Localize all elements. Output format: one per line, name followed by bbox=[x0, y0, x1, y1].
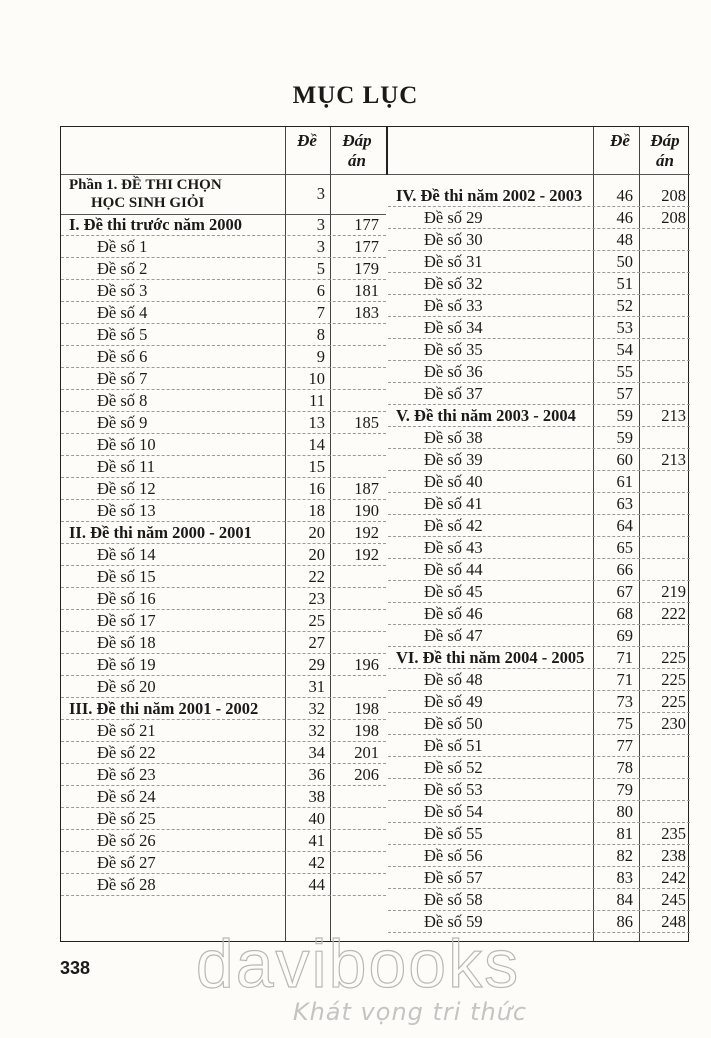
entry-label: Đề số 56 bbox=[424, 846, 483, 865]
entry-de-page: 53 bbox=[616, 318, 633, 337]
entry-label: Đề số 1 bbox=[97, 237, 148, 256]
entry-de-page: 75 bbox=[616, 714, 633, 733]
entry-dap-an-page: 219 bbox=[661, 582, 686, 601]
part-heading-line2: HỌC SINH GIỎI bbox=[91, 195, 205, 211]
entry-de-page: 9 bbox=[316, 347, 325, 366]
entry-dap-an-page: 196 bbox=[354, 655, 379, 674]
entry-label: Đề số 59 bbox=[424, 912, 483, 931]
entry-dap-an-page: 225 bbox=[661, 670, 686, 689]
entry-de-page: 3 bbox=[316, 215, 325, 234]
toc-entry-row bbox=[61, 390, 386, 412]
toc-entry-row bbox=[388, 735, 690, 757]
entry-de-page: 16 bbox=[308, 479, 325, 498]
entry-de-page: 44 bbox=[308, 875, 325, 894]
entry-label: III. Đề thi năm 2001 - 2002 bbox=[69, 699, 259, 718]
toc-left-column bbox=[61, 127, 386, 894]
entry-dap-an-page bbox=[638, 801, 686, 823]
entry-de-page: 66 bbox=[616, 560, 633, 579]
entry-de-page: 82 bbox=[616, 846, 633, 865]
toc-entry-row bbox=[388, 207, 690, 229]
toc-entry-row bbox=[388, 471, 690, 493]
toc-entry-row bbox=[388, 559, 690, 581]
toc-entry-row bbox=[388, 383, 690, 405]
entry-de-page: 31 bbox=[308, 677, 325, 696]
toc-entry-row bbox=[61, 280, 386, 302]
entry-dap-an-page bbox=[329, 434, 379, 456]
entry-dap-an-page bbox=[329, 830, 379, 852]
entry-label: Đề số 30 bbox=[424, 230, 483, 249]
toc-entry-row bbox=[388, 273, 690, 295]
entry-de-page: 40 bbox=[308, 809, 325, 828]
entry-label: Đề số 26 bbox=[97, 831, 156, 850]
section-row bbox=[61, 522, 386, 544]
toc-entry-row bbox=[388, 823, 690, 845]
entry-label: Đề số 21 bbox=[97, 721, 156, 740]
entry-dap-an-page bbox=[329, 566, 379, 588]
entry-label: Đề số 43 bbox=[424, 538, 483, 557]
entry-de-page: 48 bbox=[616, 230, 633, 249]
watermark-slogan: Khát vọng tri thức bbox=[292, 998, 528, 1026]
entry-dap-an-page: 198 bbox=[354, 699, 379, 718]
entry-label: Đề số 16 bbox=[97, 589, 156, 608]
toc-entry-row bbox=[388, 801, 690, 823]
toc-entry-row bbox=[61, 676, 386, 698]
entry-label: Đề số 14 bbox=[97, 545, 156, 564]
entry-de-page: 41 bbox=[308, 831, 325, 850]
entry-label: Đề số 45 bbox=[424, 582, 483, 601]
toc-entry-row bbox=[388, 581, 690, 603]
entry-de-page: 59 bbox=[616, 406, 633, 425]
toc-entry-row bbox=[388, 845, 690, 867]
header-dap-line1: Đáp bbox=[342, 131, 372, 150]
entry-dap-an-page bbox=[329, 874, 379, 896]
entry-de-page: 86 bbox=[616, 912, 633, 931]
entry-dap-an-page bbox=[329, 456, 379, 478]
entry-de-page: 55 bbox=[616, 362, 633, 381]
part-heading-line1: Phần 1. ĐỀ THI CHỌN bbox=[69, 177, 222, 193]
entry-label: Đề số 7 bbox=[97, 369, 148, 388]
header-dap-an bbox=[640, 131, 690, 171]
toc-entry-row bbox=[61, 346, 386, 368]
entry-label: Đề số 27 bbox=[97, 853, 156, 872]
entry-de-page: 29 bbox=[308, 655, 325, 674]
entry-label: Đề số 46 bbox=[424, 604, 483, 623]
entry-label: Đề số 52 bbox=[424, 758, 483, 777]
entry-label: Đề số 9 bbox=[97, 413, 148, 432]
watermark-logo: davibooks bbox=[195, 926, 521, 1002]
section-row bbox=[388, 185, 690, 207]
entry-label: Đề số 39 bbox=[424, 450, 483, 469]
entry-label: Đề số 50 bbox=[424, 714, 483, 733]
entry-de-page: 78 bbox=[616, 758, 633, 777]
entry-dap-an-page: 248 bbox=[661, 912, 686, 931]
entry-label: Đề số 17 bbox=[97, 611, 156, 630]
entry-label: Đề số 6 bbox=[97, 347, 148, 366]
entry-dap-an-page bbox=[638, 625, 686, 647]
entry-de-page: 64 bbox=[616, 516, 633, 535]
entry-label: VI. Đề thi năm 2004 - 2005 bbox=[396, 648, 585, 667]
entry-label: Đề số 48 bbox=[424, 670, 483, 689]
entry-label: Đề số 8 bbox=[97, 391, 148, 410]
entry-label: Đề số 44 bbox=[424, 560, 483, 579]
toc-entry-row bbox=[388, 339, 690, 361]
entry-dap-an-page bbox=[638, 251, 686, 273]
entry-dap-an-page: 242 bbox=[661, 868, 686, 887]
entry-de-page: 80 bbox=[616, 802, 633, 821]
entry-label: IV. Đề thi năm 2002 - 2003 bbox=[396, 186, 583, 205]
entry-label: Đề số 25 bbox=[97, 809, 156, 828]
entry-dap-an-page bbox=[638, 427, 686, 449]
toc-entry-row bbox=[388, 361, 690, 383]
entry-label: Đề số 34 bbox=[424, 318, 483, 337]
entry-de-page: 32 bbox=[308, 699, 325, 718]
entry-de-page: 68 bbox=[616, 604, 633, 623]
entry-dap-an-page bbox=[638, 471, 686, 493]
entry-de-page: 67 bbox=[616, 582, 633, 601]
entry-de-page: 22 bbox=[308, 567, 325, 586]
entry-dap-an-page bbox=[638, 735, 686, 757]
entry-de-page: 81 bbox=[616, 824, 633, 843]
entry-de-page: 25 bbox=[308, 611, 325, 630]
toc-entry-row bbox=[388, 603, 690, 625]
entry-label: Đề số 57 bbox=[424, 868, 483, 887]
header-dap-line2: án bbox=[348, 151, 366, 170]
toc-entry-row bbox=[61, 830, 386, 852]
entry-de-page: 50 bbox=[616, 252, 633, 271]
entry-de-page: 83 bbox=[616, 868, 633, 887]
toc-entry-row bbox=[388, 713, 690, 735]
entry-dap-an-page bbox=[329, 390, 379, 412]
entry-label: Đề số 4 bbox=[97, 303, 148, 322]
entry-dap-an-page bbox=[329, 786, 379, 808]
entry-label: Đề số 12 bbox=[97, 479, 156, 498]
entry-label: Đề số 35 bbox=[424, 340, 483, 359]
toc-entry-row bbox=[61, 544, 386, 566]
toc-entry-row bbox=[61, 324, 386, 346]
toc-entry-row bbox=[61, 764, 386, 786]
entry-dap-an-page bbox=[329, 368, 379, 390]
entry-label: Đề số 2 bbox=[97, 259, 148, 278]
entry-dap-an-page: 177 bbox=[354, 237, 379, 256]
toc-entry-row bbox=[388, 669, 690, 691]
entry-label: Đề số 31 bbox=[424, 252, 483, 271]
entry-label: Đề số 3 bbox=[97, 281, 148, 300]
toc-entry-row bbox=[388, 889, 690, 911]
entry-de-page: 23 bbox=[308, 589, 325, 608]
entry-dap-an-page: 198 bbox=[354, 721, 379, 740]
entry-dap-an-page: 192 bbox=[354, 545, 379, 564]
entry-de-page: 60 bbox=[616, 450, 633, 469]
toc-entry-row bbox=[61, 478, 386, 500]
section-row bbox=[388, 405, 690, 427]
entry-dap-an-page bbox=[638, 537, 686, 559]
entry-dap-an-page bbox=[638, 229, 686, 251]
entry-dap-an-page: 190 bbox=[354, 501, 379, 520]
toc-entry-row bbox=[388, 251, 690, 273]
entry-label: Đề số 49 bbox=[424, 692, 483, 711]
entry-label: Đề số 37 bbox=[424, 384, 483, 403]
entry-label: Đề số 10 bbox=[97, 435, 156, 454]
toc-entry-row bbox=[388, 229, 690, 251]
section-row bbox=[61, 698, 386, 720]
entry-de-page: 77 bbox=[616, 736, 633, 755]
entry-dap-an-page: 208 bbox=[661, 186, 686, 205]
entry-de-page: 36 bbox=[308, 765, 325, 784]
entry-de-page: 57 bbox=[616, 384, 633, 403]
toc-header-right bbox=[388, 127, 690, 175]
toc-entry-row bbox=[61, 412, 386, 434]
toc-entry-row bbox=[388, 625, 690, 647]
entry-dap-an-page bbox=[329, 346, 379, 368]
entry-label: Đề số 32 bbox=[424, 274, 483, 293]
section-row bbox=[61, 214, 386, 236]
toc-entry-row bbox=[61, 456, 386, 478]
entry-de-page: 3 bbox=[316, 237, 325, 256]
entry-label: Đề số 38 bbox=[424, 428, 483, 447]
entry-de-page: 71 bbox=[616, 648, 633, 667]
entry-label: Đề số 13 bbox=[97, 501, 156, 520]
entry-dap-an-page bbox=[638, 273, 686, 295]
toc-entry-row bbox=[388, 515, 690, 537]
toc-entry-row bbox=[61, 434, 386, 456]
toc-entry-row bbox=[61, 786, 386, 808]
toc-entry-row bbox=[61, 654, 386, 676]
entry-label: Đề số 51 bbox=[424, 736, 483, 755]
entry-de-page: 6 bbox=[316, 281, 325, 300]
header-dap-line1: Đáp bbox=[650, 131, 680, 150]
entry-de-page: 14 bbox=[308, 435, 325, 454]
header-de: Đề bbox=[610, 131, 630, 150]
entry-dap-an-page: 230 bbox=[661, 714, 686, 733]
toc-entry-row bbox=[61, 500, 386, 522]
entry-dap-an-page bbox=[329, 852, 379, 874]
entry-label: Đề số 41 bbox=[424, 494, 483, 513]
entry-label: Đề số 40 bbox=[424, 472, 483, 491]
entry-de-page: 15 bbox=[308, 457, 325, 476]
entry-dap-an-page: 225 bbox=[661, 648, 686, 667]
toc-entry-row bbox=[61, 874, 386, 896]
entry-dap-an-page: 235 bbox=[661, 824, 686, 843]
entry-de-page: 54 bbox=[616, 340, 633, 359]
entry-de-page: 7 bbox=[316, 303, 325, 322]
entry-dap-an-page: 245 bbox=[661, 890, 686, 909]
entry-dap-an-page bbox=[638, 361, 686, 383]
entry-de-page: 34 bbox=[308, 743, 325, 762]
entry-dap-an-page: 177 bbox=[354, 215, 379, 234]
entry-dap-an-page bbox=[638, 317, 686, 339]
entry-label: Đề số 11 bbox=[97, 457, 156, 476]
entry-de-page: 46 bbox=[616, 208, 633, 227]
toc-entry-row bbox=[61, 742, 386, 764]
part-heading-de: 3 bbox=[316, 184, 325, 203]
toc-entry-row bbox=[388, 867, 690, 889]
entry-dap-an-page: 213 bbox=[661, 450, 686, 469]
toc-right-column bbox=[386, 127, 690, 931]
entry-de-page: 71 bbox=[616, 670, 633, 689]
entry-dap-an-page: 238 bbox=[661, 846, 686, 865]
entry-dap-an-page bbox=[638, 493, 686, 515]
toc-entry-row bbox=[388, 757, 690, 779]
page-number: 338 bbox=[60, 958, 91, 978]
entry-dap-an-page: 201 bbox=[354, 743, 379, 762]
entry-de-page: 59 bbox=[616, 428, 633, 447]
toc-entry-row bbox=[388, 317, 690, 339]
toc-entry-row bbox=[61, 588, 386, 610]
table-of-contents bbox=[60, 126, 689, 942]
entry-dap-an-page: 187 bbox=[354, 479, 379, 498]
entry-dap-an-page bbox=[329, 610, 379, 632]
entry-label: Đề số 53 bbox=[424, 780, 483, 799]
toc-entry-row bbox=[61, 852, 386, 874]
entry-label: Đề số 33 bbox=[424, 296, 483, 315]
entry-dap-an-page: 206 bbox=[354, 765, 379, 784]
entry-dap-an-page bbox=[638, 757, 686, 779]
entry-dap-an-page bbox=[329, 588, 379, 610]
entry-de-page: 65 bbox=[616, 538, 633, 557]
toc-entry-row bbox=[388, 493, 690, 515]
toc-entry-row bbox=[61, 302, 386, 324]
entry-dap-an-page bbox=[638, 383, 686, 405]
toc-entry-row bbox=[388, 691, 690, 713]
entry-dap-an-page bbox=[329, 324, 379, 346]
entry-label: Đề số 24 bbox=[97, 787, 156, 806]
entry-de-page: 13 bbox=[308, 413, 325, 432]
entry-label: Đề số 29 bbox=[424, 208, 483, 227]
entry-label: Đề số 28 bbox=[97, 875, 156, 894]
entry-de-page: 73 bbox=[616, 692, 633, 711]
entry-de-page: 46 bbox=[616, 186, 633, 205]
entry-label: Đề số 15 bbox=[97, 567, 156, 586]
entry-de-page: 11 bbox=[309, 391, 325, 410]
entry-de-page: 52 bbox=[616, 296, 633, 315]
entry-de-page: 10 bbox=[308, 369, 325, 388]
entry-de-page: 38 bbox=[308, 787, 325, 806]
toc-entry-row bbox=[61, 610, 386, 632]
page-title: MỤC LỤC bbox=[292, 82, 419, 109]
entry-de-page: 61 bbox=[616, 472, 633, 491]
header-de: Đề bbox=[297, 131, 317, 150]
entry-dap-an-page bbox=[638, 339, 686, 361]
toc-entry-row bbox=[61, 632, 386, 654]
entry-dap-an-page: 183 bbox=[354, 303, 379, 322]
entry-dap-an-page bbox=[638, 559, 686, 581]
entry-de-page: 42 bbox=[308, 853, 325, 872]
entry-label: Đề số 47 bbox=[424, 626, 483, 645]
entry-de-page: 84 bbox=[616, 890, 633, 909]
header-dap-an bbox=[331, 131, 383, 171]
header-dap-line2: án bbox=[656, 151, 674, 170]
entry-dap-an-page bbox=[329, 676, 379, 698]
entry-de-page: 32 bbox=[308, 721, 325, 740]
entry-dap-an-page bbox=[638, 779, 686, 801]
toc-entry-row bbox=[388, 295, 690, 317]
entry-de-page: 20 bbox=[308, 545, 325, 564]
entry-dap-an-page: 213 bbox=[661, 406, 686, 425]
part-heading bbox=[61, 174, 386, 215]
toc-entry-row bbox=[61, 808, 386, 830]
entry-label: Đề số 19 bbox=[97, 655, 156, 674]
entry-label: II. Đề thi năm 2000 - 2001 bbox=[69, 523, 252, 542]
entry-label: V. Đề thi năm 2003 - 2004 bbox=[396, 406, 576, 425]
entry-label: Đề số 55 bbox=[424, 824, 483, 843]
toc-entry-row bbox=[388, 427, 690, 449]
toc-entry-row bbox=[61, 236, 386, 258]
entry-label: Đề số 58 bbox=[424, 890, 483, 909]
entry-dap-an-page bbox=[638, 515, 686, 537]
entry-label: Đề số 23 bbox=[97, 765, 156, 784]
entry-label: Đề số 20 bbox=[97, 677, 156, 696]
entry-label: Đề số 22 bbox=[97, 743, 156, 762]
entry-dap-an-page: 185 bbox=[354, 413, 379, 432]
entry-de-page: 8 bbox=[316, 325, 325, 344]
entry-dap-an-page: 181 bbox=[354, 281, 379, 300]
entry-dap-an-page: 225 bbox=[661, 692, 686, 711]
entry-de-page: 20 bbox=[308, 523, 325, 542]
entry-label: Đề số 5 bbox=[97, 325, 148, 344]
entry-label: Đề số 42 bbox=[424, 516, 483, 535]
entry-dap-an-page: 208 bbox=[661, 208, 686, 227]
toc-entry-row bbox=[61, 720, 386, 742]
toc-entry-row bbox=[61, 368, 386, 390]
entry-dap-an-page: 192 bbox=[354, 523, 379, 542]
entry-dap-an-page bbox=[329, 632, 379, 654]
entry-de-page: 51 bbox=[616, 274, 633, 293]
entry-label: I. Đề thi trước năm 2000 bbox=[69, 215, 243, 234]
toc-entry-row bbox=[388, 537, 690, 559]
toc-entry-row bbox=[388, 779, 690, 801]
entry-de-page: 79 bbox=[616, 780, 633, 799]
section-row bbox=[388, 647, 690, 669]
toc-header-left bbox=[61, 127, 386, 175]
entry-label: Đề số 18 bbox=[97, 633, 156, 652]
entry-dap-an-page: 222 bbox=[661, 604, 686, 623]
entry-de-page: 18 bbox=[308, 501, 325, 520]
toc-entry-row bbox=[61, 566, 386, 588]
toc-entry-row bbox=[388, 449, 690, 471]
toc-entry-row bbox=[61, 258, 386, 280]
entry-de-page: 69 bbox=[616, 626, 633, 645]
entry-dap-an-page bbox=[329, 808, 379, 830]
entry-de-page: 5 bbox=[316, 259, 325, 278]
entry-de-page: 27 bbox=[308, 633, 325, 652]
entry-dap-an-page: 179 bbox=[354, 259, 379, 278]
entry-label: Đề số 36 bbox=[424, 362, 483, 381]
entry-de-page: 63 bbox=[616, 494, 633, 513]
entry-label: Đề số 54 bbox=[424, 802, 483, 821]
entry-dap-an-page bbox=[638, 295, 686, 317]
